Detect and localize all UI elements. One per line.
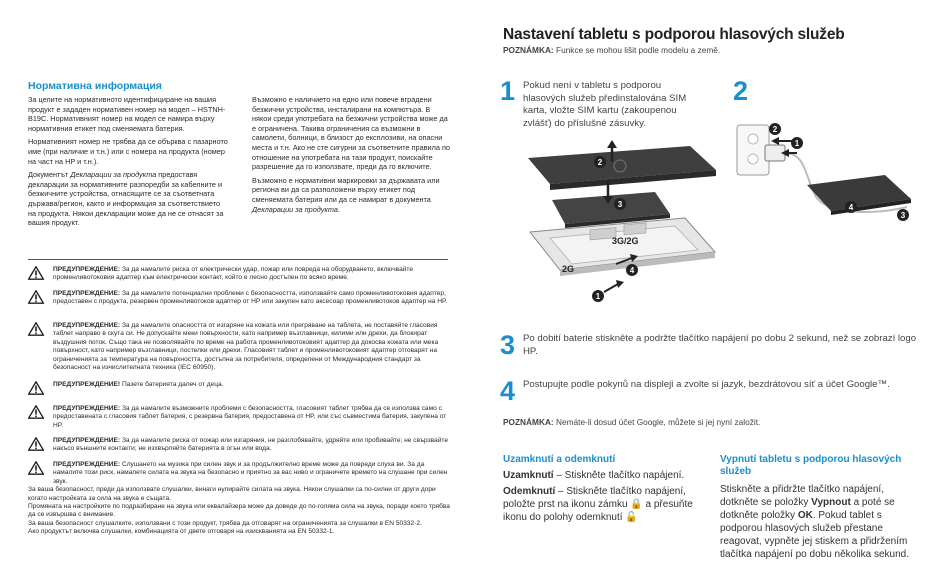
menu-item-name: Vypnout <box>811 497 851 508</box>
step-1-text: Pokud není v tabletu s podporou hlasových služeb předinstalována SIM karta, vložte SIM kartu (zakoupenou zvlášť) do příslušné zásuvky. <box>523 80 687 129</box>
warning-label: ПРЕДУПРЕЖДЕНИЕ: <box>53 461 121 468</box>
warning-item <box>28 290 450 307</box>
charging-illustration <box>735 115 915 240</box>
step-3-number: 3 <box>500 330 516 360</box>
warning-extra-line: Ако продуктът включва слушалки, комбинацията от двете отговаря на изискванията на EN 50332-1. <box>28 528 335 536</box>
power-off-section-title: Vypnutí tabletu s podporou hlasových služeb <box>720 454 902 477</box>
warning-text <box>53 405 450 430</box>
warning-icon <box>28 322 44 336</box>
warning-item <box>28 381 450 389</box>
paragraph: Възможно е наличието на едно или повече вградени безжични устройства, инсталирани на компютъра. В някои среди употребата на безжични устройства може да е ограничена. Такива ограничения са възможни в самолети, болници, в близост до експлозиви, на опасни места и т.н. Ако не сте сигурни за съответните правила по отношение на употребата на тази продукт, поискайте разрешение да го използвате, преди да го включите. <box>252 95 450 172</box>
page-title: Nastavení tabletu s podporou hlasových služeb <box>503 26 845 43</box>
callout-1: 1 <box>794 139 800 148</box>
warning-item <box>28 405 450 430</box>
warning-body: Слушането на музика при силен звук и за продължително време може да повреди слуха ви. За да намалите този риск, намалете силата на звука на безопасно и приятно за вас ниво и ограничете времето на слушане при силен звук. <box>53 461 448 485</box>
warning-extra-line: За ваша безопасност слушалките, използвани с този продукт, трябва да отговарят на ограниченията за слушалки в EN 50332-2. <box>28 519 422 527</box>
warning-icon <box>28 437 44 451</box>
doc-title: Декларации за продукта <box>70 170 157 180</box>
note-label: POZNÁMKA: <box>503 45 554 55</box>
warning-label: ПРЕДУПРЕЖДЕНИЕ: <box>53 266 121 273</box>
text: a poté se dotkněte položky <box>720 497 895 521</box>
warning-body: За да намалите риска от пожар или изгаряния, не разглобявайте, удряйте или пробивайте; не свързвайте накъсо външните контакти; не изхвърляйте батерията в огън или вода. <box>53 437 449 453</box>
tablet <box>807 175 911 211</box>
text: Възможно е нормативни маркировки за държавата или региона ви да са разположени върху етикет под сменяемата батерия или да се намират в документа <box>252 175 440 204</box>
left-column-1 <box>28 95 228 228</box>
warning-body: За да намалите потенциални проблеми с безопасността, използвайте само променливотоковия адаптер, предоставен с продукта, резервен променливотоков адаптер от HP или закупен като аксесоар променливотоков адаптер на HP. <box>53 290 448 306</box>
callout-3: 3 <box>900 211 906 220</box>
warning-item <box>28 437 450 454</box>
lock-paragraph <box>503 469 693 482</box>
text: предоставя декларации за нормативните разпоредби за кабелните и безжичните устройства, отнасящите се за съответната държава/регион, както и информация за съответствието на продукта. Някои декларации може да не се отнасят за вашия продукт. <box>28 170 224 228</box>
step-2-number: 2 <box>733 76 749 106</box>
warning-item <box>28 461 450 537</box>
note-text: Funkce se mohou lišit podle modelu a země. <box>553 45 721 55</box>
lock-closed-icon: 🔒 <box>630 499 643 510</box>
warning-label: ПРЕДУПРЕЖДЕНИЕ: <box>53 290 121 297</box>
warning-icon <box>28 461 44 475</box>
unlock-paragraph <box>503 485 693 524</box>
warning-extra-line: Промяната на настройките по подразбиране на звука или еквалайзера може да доведе до по-голяма сила на звука, поради което трябва да се извършва с внимание. <box>28 503 450 519</box>
power-off-section-body <box>720 483 920 561</box>
note-text: Nemáte-li dosud účet Google, můžete si jej nyní založit. <box>553 417 761 427</box>
text: Документът <box>28 170 71 180</box>
warning-label: ПРЕДУПРЕЖДЕНИЕ: <box>53 437 121 444</box>
warning-text <box>53 437 450 454</box>
callout-2: 2 <box>597 158 603 167</box>
warning-extra-line: За ваша безопасност, преди да използвате слушалки, винаги нулирайте силата на звука. Някои слушалки са по-силни от други дори когато настройката за сила на звука е същата. <box>28 486 436 502</box>
warning-text <box>53 322 450 372</box>
warning-body: За да намалите възможните проблеми с безопасността, гласовият таблет трябва да се използва само с предоставената с гласовия таблет батерия, с резервна батерия, предоставена от HP, или със съвместима батерия, закупена от HP. <box>53 405 447 429</box>
label-2g: 2G <box>562 264 575 274</box>
term: Odemknutí <box>503 486 556 497</box>
sim-install-illustration <box>520 140 720 310</box>
paragraph: За целите на нормативното идентифициране на вашия продукт е зададен нормативен номер на модел – HSTNH-B19C. Нормативният номер на модел се намира върху нормативния етикет под сменяемата батерия. <box>28 95 226 133</box>
text: a přesuňte ikonu do polohy odemknutí <box>503 499 693 523</box>
paragraph <box>28 170 228 228</box>
warning-icon <box>28 405 44 419</box>
callout-4: 4 <box>629 266 635 275</box>
warning-item <box>28 266 450 283</box>
text: – Stiskněte tlačítko napájení, položte prst na ikonu zámku <box>503 486 686 510</box>
warning-text <box>53 266 450 283</box>
warning-text <box>53 381 450 389</box>
step-4-text: Postupujte podle pokynů na displeji a zvolte si jazyk, bezdrátovou síť a účet Google™. <box>523 379 890 390</box>
warning-icon <box>28 266 44 280</box>
left-column-2 <box>252 95 450 214</box>
text: . Pokud tablet s podporou hlasových služeb přestane reagovat, vypněte jej stiskem a přidržením tlačítka napájení po dobu několika sekund. <box>720 510 910 560</box>
callout-4: 4 <box>848 203 854 212</box>
callout-3: 3 <box>617 200 623 209</box>
wall-outlet <box>737 125 769 175</box>
warning-text <box>28 461 450 537</box>
lock-open-icon: 🔓 <box>625 512 638 523</box>
note <box>503 45 720 55</box>
warning-body: Пазете батерията далеч от деца. <box>120 381 224 388</box>
paragraph: Нормативният номер не трябва да се обърква с пазарното име (при наличие и т.н.) или с номера на продукта (номер на част на HP и т.н.). <box>28 137 228 166</box>
callout-1: 1 <box>595 292 601 301</box>
warning-item <box>28 322 450 372</box>
divider <box>28 259 448 260</box>
text: – Stiskněte tlačítko napájení. <box>553 470 685 481</box>
text: . <box>337 204 340 214</box>
note-label: POZNÁMKA: <box>503 417 554 427</box>
warning-body: За да намалите риска от електрически удар, пожар или повреда на оборудването, включвайте променливотоковия адаптер към електрически контакт, който е лесно достъпен по всяко време. <box>53 266 414 282</box>
warning-label: ПРЕДУПРЕЖДЕНИЕ! <box>53 381 121 388</box>
paragraph <box>252 176 450 214</box>
callout-2: 2 <box>772 125 778 134</box>
warning-icon <box>28 290 44 304</box>
warning-label: ПРЕДУПРЕЖДЕНИЕ: <box>53 405 121 412</box>
warning-label: ПРЕДУПРЕЖДЕНИЕ: <box>53 322 121 329</box>
step-4-number: 4 <box>500 376 516 406</box>
warning-icon <box>28 381 44 395</box>
term: Uzamknutí <box>503 470 554 481</box>
warning-body: За да намалите опасността от изгаряне на кожата или прегряване на таблета, не поставяйте гласовия таблет направо в скута си. Не допускайте меки повърхности, като например възглавници, килими или дрехи, да блокират въздушния поток. Също така не позволявайте по време на работа променливотоковият адаптер да докосва кожата или мека повърхност, като например възглавници, постелки или дрехи. Гласовият таблет и променливотоковият адаптер отговарят на ограниченията за температура на повърхността, достъпна за потребителя, определени от Международния стандарт за безопасност на изчислителната техника (IEC 60950). <box>53 322 439 372</box>
step-1-number: 1 <box>500 76 516 106</box>
label-3g-2g: 3G/2G <box>612 236 639 246</box>
warning-text <box>53 290 450 307</box>
step-3-text: Po dobití baterie stiskněte a podržte tlačítko napájení po dobu 2 sekund, než se zobrazí logo HP. <box>523 333 917 357</box>
doc-title: Декларации за продукта <box>252 204 338 214</box>
lock-section-title: Uzamknutí a odemknutí <box>503 454 616 465</box>
text: Stiskněte a přidržte tlačítko napájení, dotkněte se položky <box>720 484 884 508</box>
note-2 <box>503 417 760 427</box>
lock-section-body <box>503 469 693 524</box>
button-name: OK <box>797 510 813 521</box>
left-section-title: Нормативна информация <box>28 80 162 92</box>
